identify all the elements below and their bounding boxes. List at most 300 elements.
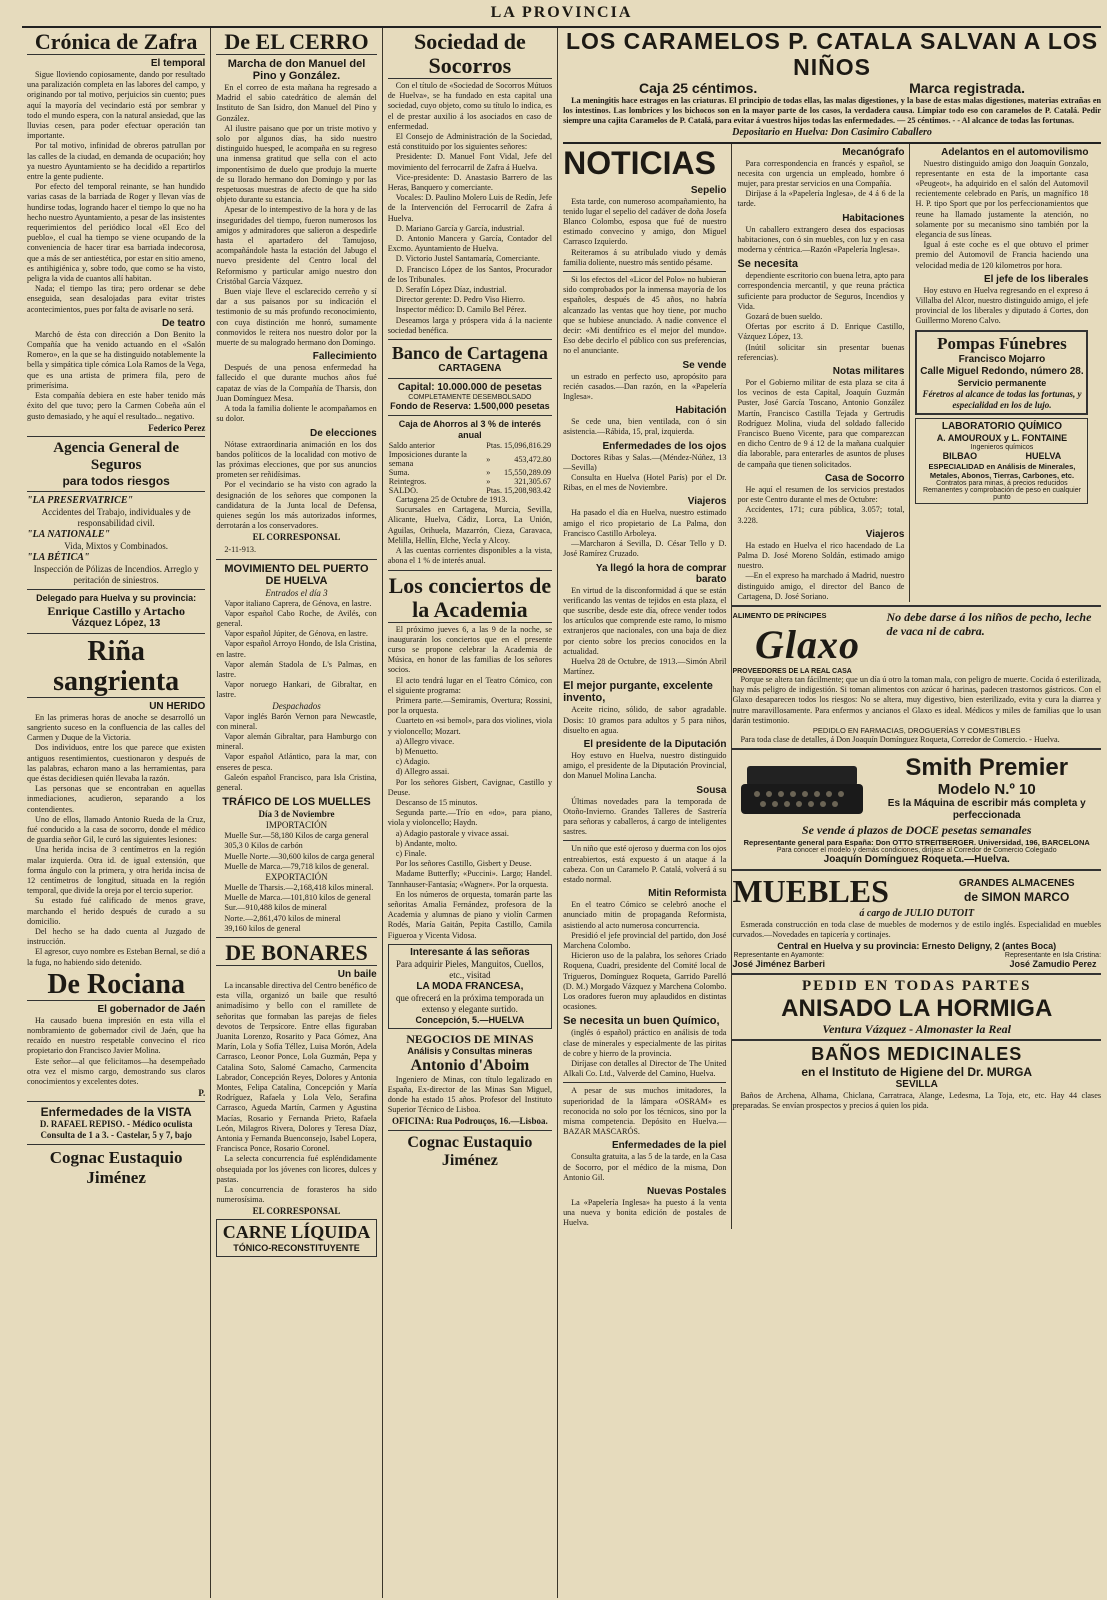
ad-headline: No debe darse á los niños de pecho, leche de vaca ni de cabra. (886, 609, 1092, 638)
list-item: Vapor inglés Barón Vernon para Newcastle, con mineral. (216, 711, 377, 731)
paragraph: Cuarteto en «si bemol», para dos violines, viola y violoncello; Mozart. (387, 716, 553, 736)
paragraph: Por el vecindario se ha visto con agrado la designación de los señores que componen la candidatura de la Junta local de Defensa, quienes según los más autorizados informes, derrotarán a los conservadores. (216, 480, 377, 531)
section-title: MOVIMIENTO DEL PUERTO DE HUELVA (224, 562, 369, 587)
paragraph: Doctores Ribas y Salas.—(Méndez-Núñez, 13—Sevilla) (563, 452, 727, 472)
paragraph: Presidió el jefe provincial del partido, don José Marchena Colombo. (563, 930, 727, 950)
ad-subtitle: para todos riesgos (62, 473, 170, 488)
table-cell: 321,305.67 (514, 477, 552, 487)
mining-ad (388, 1032, 552, 1127)
balance-table (388, 441, 552, 495)
ad-title: Banco de Cartagena (391, 343, 548, 364)
paragraph: Primera parte.—Semiramis, Overtura; Rossini, por la orquesta. (387, 695, 553, 716)
subheading: El temporal (150, 58, 206, 69)
list-item: a) Adagio pastorale y vivace assai. (395, 828, 509, 838)
ad-subtitle: Análisis y Consultas mineras (407, 1045, 533, 1056)
subheading: Habitaciones (842, 212, 905, 224)
paragraph: Por tal motivo, infinidad de obreros patrullan por las calles de la ciudad, en demanda de ocupación; hoy ya nuestro Ayuntamiento se ha decidido a repartirlos entre la gente pudiente. (27, 141, 206, 182)
list-item: Vapor alemán Stadola de L's Palmas, en lastre. (216, 659, 377, 679)
subheading: De teatro (161, 317, 206, 329)
ad-address: OFICINA: Rua Podrouços, 16.—Lisboa. (391, 1115, 548, 1126)
subheading: Mecanógrafo (842, 146, 905, 158)
table-cell: » (486, 468, 491, 478)
traffic-list (216, 883, 376, 934)
subheading: Nuevas Postales (646, 1186, 727, 1198)
ad-city: SEVILLA (895, 1078, 938, 1090)
list-item: Norte.—2,861,470 kilos de mineral (224, 913, 341, 923)
list-item: c) Adagio. (395, 757, 430, 767)
program-list (388, 829, 552, 860)
ad-reserve: Fondo de Reserva: 1.500,000 pesetas (390, 401, 550, 412)
column-3 (383, 28, 558, 1598)
subheading: Sepelio (690, 184, 727, 196)
ad-text: La meningitis hace estragos en las criaturas. El principio de todas ellas, las malas digestiones, y la base de estas malas digestiones, materias extrañas en los intestinos. Las lombrices y los bichocos son en la mayor parte de los casos, la verdadera causa. Limpiar todo eso con caramelos de P. Catalá. Pedir siempre una cajita Caramelos de P. Catalá, para evitar á vuestros hijos todas las enfermedades. — 25 céntimos. - - Al alcance de todas las fortunas. (563, 96, 1101, 126)
section-subtitle: EXPORTACIÓN (265, 872, 328, 882)
ad-savings: Caja de Ahorros al 3 % de interés anual (398, 419, 541, 441)
subheading: Notas militares (832, 366, 905, 378)
subheading: Se necesita un buen Químico, (563, 1015, 720, 1028)
ad-desc: Accidentes del Trabajo, individuales y de responsabilidad civil. (41, 506, 191, 528)
paragraph: En virtud de la disconformidad á que se están verificando las ventas de tejidos en esta plaza, el que suscribe, desde este día, ofrece vender todos los artículos que comprende este ramo, lo mismo extranjeros que nacionales, con una baja de diez por ciento sobre los precios conocidos en la actualidad. (563, 585, 727, 656)
ad-title: LABORATORIO QUÍMICO (941, 420, 1063, 432)
subheading: Enfermedades de la piel (611, 1140, 727, 1152)
paragraph: —En el expreso ha marchado á Madrid, nuestro distinguido amigo, el director del Banco de Cartagena, D. José Soriano. (737, 571, 905, 601)
subheading: Mitin Reformista (648, 888, 727, 900)
glaxo-ad (732, 610, 1101, 745)
list-item: Sur.—910,488 kilos de mineral (224, 903, 327, 913)
paragraph: La selecta concurrencia fué espléndidamente obsequiada por los jóvenes con licores, dulces y pastas. (216, 1154, 377, 1184)
ad-tagline: ALIMENTO DE PRÍNCIPES (732, 610, 827, 620)
paragraph: Uno de ellos, llamado Antonio Rueda de la Cruz, fué conducido a la casa de socorro, donde el médico de guardia señor Gil, le curó las siguientes lesiones: (27, 814, 206, 845)
ad-subtitle: TÓNICO-RECONSTITUYENTE (233, 1243, 360, 1254)
list-item: Vapor italiano Caprera, de Génova, en lastre. (224, 598, 372, 608)
ad-title: NEGOCIOS DE MINAS (406, 1031, 534, 1046)
paragraph: Apesar de lo intempestivo de la hora y de las inseguridades del tiempo, fueron numerosos los amigos y admiradores que salieron a despedirle hasta el apartadero del Tamujoso, acompañándole hasta la estación del Jabugo el nuevo presidente del Centro local del Reformismo y particular amigo nuestro don Cristóbal García Vázquez. (216, 205, 377, 286)
article-title: De EL CERRO (216, 30, 376, 55)
subheading: Un baile (337, 969, 377, 981)
list-item: Vapor español Atlántico, para la mar, con enseres de pesca. (216, 752, 377, 772)
paragraph: Después de una penosa enfermedad ha fallecido el que durante muchos años fué capataz de vías de la Compañía de Tharsis, don Juan Domínguez Mesa. (216, 363, 377, 403)
paragraph: Consulta gratuita, a las 5 de la tarde, en la Casa de Socorro, por el médico de la misma, Don Antonio Gil. (563, 1152, 727, 1182)
paragraph: En los números de orquesta, tomarán parte las señoritas Amalia Fernández, profesora de la Academia y alumnas de piano y violín Carmen Rodés, María Gaitán, Pepita Castillo, Camila Figueroa y Vicenta Vidosa. (387, 889, 553, 940)
ad-subtitle: en el Instituto de Higiene del Dr. MURGA (801, 1064, 1033, 1079)
column-2 (211, 28, 382, 1598)
ad-address: Calle Miguel Redondo, número 28. (920, 365, 1084, 377)
paragraph: Segunda parte.—Trío en «do», para piano, viola y violoncello; Haydn. (387, 808, 553, 828)
paragraph: Últimas novedades para la temporada de Otoño-Invierno. Grandes Talleres de Sastrería para señoras y caballeros, á cargo de inteligentes sastres. (563, 796, 727, 837)
section-subtitle: Despachados (272, 700, 321, 711)
paragraph: Por efecto del temporal reinante, se han hundido varias casas de la barriada de Roger y llevan vías de hundirse todas, logrando hacer el tiempo lo que no ha hecho nuestro Ayuntamiento, a pesar de las insistentes requerimientos del periódico local «El Eco del pueblo», el cual ha tiempo se viene ocupando de la conveniencia de hacer tirar esa barriada indecorosa, que a más de ser antiestética, por estar en sitio ameno, es antihigiénica y, sobre todo, que como se ha visto, peligra la vida de cuantos allí habitan. (27, 182, 206, 284)
paragraph: Esta tarde, con numeroso acompañamiento, ha tenido lugar el sepelio del cadáver de doña Josefa Blanco Colombo, esposa que fué de nuestro estimado convecino y amigo, don Miguel Carrasco Izquierdo. (563, 196, 727, 247)
paragraph: He aquí el resumen de los servicios prestados por este Centro durante el mes de Octubre: (737, 484, 905, 505)
section-title: NOTICIAS (563, 144, 716, 181)
paragraph: Si los efectos del «Licor del Polo» no hubieran sido comprobados por la inmensa mayoría de los españoles, después de 45 años, no habría alcanzado las ventas que hoy tiene, por mucho que se hubiese anunciado. A nadie convence el decir: «Mi dentífrico es el mejor del mundo». Eso debe decirlo el público con sus preferencias, no el anunciante. (563, 275, 727, 356)
ad-note: Contratos para minas, á precios reducidos (936, 479, 1068, 487)
ad-text: que ofrecerá en la próxima temporada un extenso y elegante surtido. (395, 992, 544, 1014)
right-section (558, 28, 1101, 1598)
signature: Federico Perez (148, 422, 206, 433)
list-item: D. Mariano García y García, industrial. (395, 223, 525, 233)
glaxo-logo: Glaxo (754, 621, 860, 667)
ad-subtitle: Es la Máquina de escribir más completa y perfeccionada (887, 798, 1086, 822)
paragraph: El próximo jueves 6, a las 9 de la noche, se inaugurarán los conciertos que en el presente curso se propone celebrar la Academia de Música, en honor de las familias de los señores socios. (387, 624, 553, 675)
paragraph: Descanso de 15 minutos. (395, 797, 478, 807)
paragraph: Al ilustre paisano que por un triste motivo y solo por algunos días, ha sido nuestro distinguido huesped, le acompaña en su regreso una inmensa gratitud que sella con el acto imponentísimo de duelo que produjo la muerte de su llorado hermano don Domingo y por las respetuosas muestras de afecto de que ha sido objeto durante su estancia. (216, 123, 377, 205)
ad-text: Ingeniero de Minas, con título legalizado en España, Ex-director de las Minas San Miguel, donde ha estado 15 años. Profesor del Instituto Superior Técnico de Lisboa. (387, 1074, 553, 1115)
list-item: Vapor español Júpiter, de Génova, en lastre. (224, 629, 368, 639)
ad-price: Caja 25 céntimos. (639, 80, 758, 96)
list-item: D. Antonio Mancera y García, Contador del Excmo. Ayuntamiento de Huelva. (387, 234, 553, 254)
table-cell: Saldo anterior (388, 441, 435, 451)
list-item: Galeón español Francisco, para Isla Cristina, general. (216, 772, 377, 792)
paragraph: En las primeras horas de anoche se desarrolló un sangriento suceso en la confluencia de las calles del Carmen y Duque de la Victoria. (27, 712, 206, 743)
ad-rep-name: José Jiménez Barberi (732, 958, 825, 969)
ad-text: Baños de Archena, Alhama, Chiclana, Carratraca, Alange, Ledesma, La Toja, etc, etc. Hay 44 clases preparadas. Se envían prospectos y precios á quien los pida. (732, 1090, 1101, 1110)
subheading: Enfermedades de los ojos (602, 440, 727, 452)
article-title: Crónica de Zafra (27, 30, 205, 55)
paragraph: Ha causado buena impresión en esta villa el nombramiento de gobernador civil de Jaén, que ha recaído en nuestro respetable convecino el rico propietario don Francisco Javier Molina. (27, 1015, 206, 1056)
paragraph: Por el Gobierno militar de esta plaza se cita á los vecinos de esta Capital, Joaquín Guzmán Puster, José García Toscano, Antonio González Martín, Francisco Castilla Tejada y Gertrudis Rodríguez Molina, viuda del soldado fallecido Francisco Bueno Vicente, para que comparezcan en dicho Centro de 9 á 12 de la mañana cualquier día laborable, para enterarles de asuntos de pluses de campaña que tienen solicitados. (737, 378, 905, 469)
signature: EL CORRESPONSAL (252, 532, 341, 543)
port-list (216, 599, 376, 701)
ad-price: Se vende á plazos de DOCE pesetas semanales (801, 823, 1032, 838)
subheading: Viajeros (687, 496, 727, 508)
ad-subtitle: Ingenieros químicos (970, 443, 1034, 451)
member-list (388, 152, 552, 315)
list-item: Vapor español Arroyo Hondo, de Isla Cristina, en lastre. (216, 639, 377, 659)
ad-city: BILBAO (942, 450, 978, 461)
table-cell: 15,208,983.42 (504, 486, 552, 496)
subheading: Casa de Socorro (824, 472, 905, 484)
paragraph: —Marcharon á Sevilla, D. César Tello y D. José Ramírez Cruzado. (563, 539, 727, 559)
ad-title: Enfermedades de la VISTA (40, 1105, 192, 1120)
list-item: Vapor alemán Gibraltar, para Hamburgo con mineral. (216, 731, 377, 752)
paragraph: Marchó de ésta con dirección a Don Benito la Compañía que ha venido actuando en el «Salón Romero», en la que se ha distinguido notablemente la bella y simpática tiple cómica Lola Ramos de la Vega, que es una artista de primera fila, pero de primerísima. (27, 329, 206, 390)
ad-company: "LA NATIONALE" (27, 528, 111, 540)
list-item: b) Andante, molto. (395, 838, 458, 848)
paragraph: Hoy estuvo en Huelva, nuestro distinguido amigo, el presidente de la Diputación Provincial, don Manuel Molina Lancha. (563, 750, 727, 781)
ad-tagline: PEDID EN TODAS PARTES (802, 977, 1032, 994)
paragraph: A las cuentas corrientes disponibles a la vista, abona el 1 % de interés anual. (387, 546, 553, 566)
paragraph: Hicieron uso de la palabra, los señores Criado Roquena, Cuadri, presidente del Comité local de Trigueros, Domínguez Roqueta, Garrido Parelló (D. M.) Morgado Vázquez y Marchena Colombo. Los oradores fueron muy aplaudidos en distintas ocasiones. (563, 951, 727, 1012)
ad-note: COMPLETAMENTE DESEMBOLSADO (408, 394, 532, 402)
article-title: Los conciertos de la Academia (388, 572, 552, 622)
ad-service: Servicio permanente (957, 377, 1047, 388)
section-subtitle: Entrados el día 3 (265, 587, 328, 598)
ad-title: ANISADO LA HORMIGA (781, 994, 1053, 1022)
paragraph: Una herida incisa de 3 centímetros en la región malar izquierda. Otra id. de igual extensión, que forma ángulo con la primera, y otra herida incisa de 12 centímetros de longitud, situada en la región temporal, que divide la oreja por el tercio superior. (27, 845, 206, 896)
ad-name: LA MODA FRANCESA, (416, 980, 524, 992)
paragraph: En el teatro Cómico se celebró anoche el anunciado mitin de propaganda Reformista, asistiendo al acto numerosa concurrencia. (563, 900, 727, 930)
ad-desc: Inspección de Pólizas de Incendios. Arreglo y peritación de siniestros. (33, 563, 199, 585)
subheading: De elecciones (309, 427, 377, 439)
section-title: TRÁFICO DE LOS MUELLES (222, 796, 371, 809)
subheading: Fallecimiento (312, 351, 377, 363)
ad-name: D. RAFAEL REPISO. - Médico oculista (39, 1119, 193, 1130)
ad-trademark: Marca registrada. (909, 80, 1026, 96)
paragraph: dependiente escritorio con buena letra, apto para correspondencia mercantil, y que reuna práctica suficiente para productor de Seguros, Incendios y Vida. (737, 271, 905, 311)
ad-note: Remanentes y comprobación de peso en cualquier punto (922, 486, 1081, 501)
paragraph: Del hecho se ha dado cuenta al Juzgado de instrucción. (27, 926, 206, 947)
ad-title: Agencia General de Seguros (53, 439, 180, 473)
pompas-funebres-ad (915, 330, 1088, 415)
table-row (388, 441, 552, 450)
ad-purveyor: PROVEEDORES DE LA REAL CASA (732, 667, 852, 675)
typewriter-image (732, 753, 872, 823)
section-subtitle: IMPORTACIÓN (265, 820, 328, 831)
paragraph: El agresor, cuyo nombre es Esteban Bernal, se dió a la fuga, no habiendo sido detenido. (27, 947, 206, 967)
column-4 (563, 144, 732, 1229)
paragraph: A toda la familia doliente le acompañamos en su dolor. (216, 404, 377, 424)
ad-manager: á cargo de JULIO DUTOIT (859, 908, 975, 920)
paragraph: Diríjase á la «Papelería Inglesa», de 4 á 6 de la tarde. (737, 189, 905, 209)
paragraph: Nuestro distinguido amigo don Joaquín Gonzalo, representante en esta de la importante casa «Peugeot», ha adquirido en el salón del Automovil recientemente celebrado en París, un magnífico 18 H. P. tipo Sport que por los perfeccionamientos que reune ha llamado justamente la atención, no solamente por su mecanismo sino también por la elegancia de sus líneas. (915, 158, 1089, 240)
subheading: Se vende (682, 359, 727, 371)
muebles-ad (732, 874, 1101, 969)
ad-note: PEDIDLO EN FARMACIAS, DROGUERÍAS Y COMESTIBLES (812, 725, 1021, 735)
paragraph: Nótase extraordinaria animación en los dos bandos políticos de la localidad con motivo de las próximas elecciones, que por sus anuncios prometen ser reñidísimas. (216, 439, 377, 480)
ad-title: Smith Premier (905, 754, 1069, 782)
ad-name: Enrique Castillo y Artacho (47, 603, 185, 618)
list-item: D. Victorio Justel Santamaría, Comerciante. (395, 254, 540, 264)
date: 2-11-913. (224, 545, 257, 555)
ad-depositary: Depositario en Huelva: Don Casimiro Caballero (732, 126, 932, 138)
ad-producer: Ventura Vázquez - Almonaster la Real (822, 1021, 1012, 1036)
paragraph: Sucursales en Cartagena, Murcia, Sevilla, Alicante, Huelva, Cádiz, Lorca, La Unión, Aguilas, Orihuela, Mazarrón, Cieza, Caravaca, Melilla, Hellín, Elche, Yecla y Alcoy. (387, 505, 553, 545)
ad-subtitle: de SIMON MARCO (964, 890, 1070, 905)
program-list (388, 737, 552, 778)
table-cell: Reintegros. (388, 477, 427, 487)
insurance-ad (27, 440, 205, 630)
table-cell: » (486, 454, 491, 464)
subheading: Adelantos en el automovilismo (941, 146, 1089, 158)
ad-specialty: ESPECIALIDAD en Análisis de Minerales, Metales, Abonos, Tierras, Carbones, etc. (928, 461, 1076, 480)
article-title: De Rociana (27, 970, 205, 1001)
ad-company: "LA BÉTICA" (27, 551, 90, 563)
subheading: Viajeros (865, 528, 905, 540)
right-ads-area (732, 144, 1101, 1229)
list-item: b) Menuetto. (395, 746, 438, 756)
ad-rep-label: Representante en Ayamonte: (733, 951, 824, 959)
paragraph: Huelva 28 de Octubre, de 1913.—Simón Abril Martínez. (563, 656, 727, 677)
ad-address: Consulta de 1 a 3. - Castelar, 5 y 7, bajo (40, 1130, 192, 1141)
list-item: Vapor noruego Hankari, de Gibraltar, en lastre. (216, 680, 377, 700)
paragraph: Ofertas por escrito á D. Enrique Castillo, Vázquez López, 13. (737, 322, 905, 342)
table-row (388, 450, 552, 468)
table-cell: Suma. (388, 468, 410, 478)
table-cell: 15,096,816.29 (504, 441, 552, 451)
masthead (22, 0, 1101, 28)
list-item: Vocales: D. Paulino Molero Luis de Redín, Jefe de la Intervención del Ferrocarril de Zafra á Huelva. (387, 193, 553, 223)
ad-name: Antonio d'Aboim (410, 1056, 530, 1074)
traffic-list (216, 831, 376, 872)
list-item: D. Francisco López de los Santos, Procurador de los Tribunales. (387, 264, 553, 284)
paragraph: Buen viaje lleve el esclarecido cerreño y sí dar a sus paisanos por su indicación el testimonio de su más profundo reconocimiento, con cuya distinción me honró, sumamente conmovidos le reitera nos nuestro dolor por la muerte de su malogrado hermano don Domingo. (216, 287, 377, 348)
newspaper-title: LA PROVINCIA (490, 4, 633, 21)
article-title: Sociedad de Socorros (388, 30, 552, 79)
subheading: Se necesita (737, 258, 798, 271)
paragraph: Un caballero extrangero desea dos espaciosas habitaciones, con ó sin muebles, con luz y en casa moderna y céntrica.—Razón «Papelería Inglesa». (737, 224, 905, 255)
ad-central: Central en Huelva y su provincia: Ernesto Deligny, 2 (antes Boca) (777, 940, 1057, 951)
ad-delegate: Delegado para Huelva y su provincia: (36, 592, 197, 603)
paragraph: Ha estado en Huelva el rico hacendado de La Palma D. José Moreno Soldán, estimado amigo nuestro. (737, 540, 905, 571)
subheading: Ya llegó la hora de comprar barato (595, 562, 727, 585)
paragraph: Igual á este coche es el que obtuvo el primer premio del Automovil de Francia haciendo una velocidad media de 120 kilometros por hora. (915, 240, 1089, 270)
article-title: DE BONARES (216, 941, 376, 966)
paragraph: (inglés ó español) práctico en análisis de toda clase de minerales y especialmente de las piritas de cobre y hierro de la provincia. (563, 1028, 727, 1058)
table-row (388, 486, 552, 495)
paragraph: Consulta en Huelva (Hotel París) por el Dr. Ribas, en el mes de Noviembre. (563, 473, 727, 493)
ad-desc: Vida, Mixtos y Combinados. (64, 540, 169, 551)
list-item: 39,160 kilos de general (224, 923, 301, 933)
paragraph: Para correspondencia en francés y español, se necesita con urgencia un empleado, hombre ó mujer, para prestar servicios en una Compañía. (737, 158, 905, 189)
paragraph: Esta compañía debiera en este haber tenido más éxito del que tuvo; pero la Carmen Cobeña aún el gusto demasiado, y he aquí el resultado... negativo. (27, 391, 206, 421)
ad-name: Joaquín Domínguez Roqueta.—Huelva. (823, 854, 1010, 866)
ad-model: Modelo N.º 10 (937, 781, 1036, 799)
paragraph: Por los señores Castillo, Gisbert y Deuse. (395, 859, 532, 869)
list-item: Presidente: D. Manuel Font Vidal, Jefe del movimiento del ferrocarril de Zafra á Huelva. (387, 152, 553, 172)
ad-title: BAÑOS MEDICINALES (811, 1043, 1023, 1064)
oculist-ad (27, 1105, 205, 1141)
table-row (388, 477, 552, 486)
list-item: Muelle de Marca.—79,718 kilos de general. (224, 861, 369, 871)
paragraph: Cartagena 25 de Octubre de 1913. (395, 495, 508, 505)
paragraph: El Consejo de Administración de la Sociedad, está constituido por los siguientes señores: (387, 132, 553, 152)
ad-rep-name: José Zamudio Perez (1009, 958, 1097, 969)
subheading: UN HERIDO (149, 700, 206, 712)
ad-text: Para toda clase de detalles, á Don Joaquín Domínguez Roqueta, Corredor de Comercio. - Huelva. (740, 734, 1060, 744)
subheading: Sousa (696, 784, 727, 796)
list-item: Inspector médico: D. Camilo Bel Pérez. (395, 305, 527, 315)
list-item: a) Allegro vivace. (395, 736, 455, 746)
ad-city: HUELVA (1025, 450, 1062, 461)
ad-capital: Capital: 10.000.000 de pesetas (397, 382, 542, 394)
paragraph: Nada; el tiempo las tira; pero ordenar se debe enseguida, sean desalojadas para evitar tristes acontecimientos, pues por falta de avisarle no será. (27, 284, 206, 314)
ad-rep-label: Representante en Isla Cristina: (1004, 951, 1101, 959)
list-item: Vice-presidente: D. Anastasio Barrero de las Heras, Banquero y comerciante. (387, 172, 553, 193)
banos-ad (732, 1044, 1101, 1111)
subheading: El presidente de la Diputación (583, 738, 727, 750)
table-row (388, 468, 552, 477)
list-item: Vapor español Cabo Roche, de Avilés, con general. (216, 608, 377, 628)
paragraph: un estrado en perfecto uso, apropósito para recién casados.—Dan razón, en la «Papelería Inglesa». (563, 371, 727, 402)
ad-note: Para conocer el modelo y demás condiciones, diríjase al Corredor de Comercio Colegiado (776, 847, 1057, 855)
caramelos-ad (563, 28, 1101, 144)
ad-company: "LA PRESERVATRICE" (27, 494, 134, 506)
table-cell: Ptas. (486, 486, 502, 496)
ad-address: Concepción, 5.—HUELVA (415, 1014, 525, 1025)
section-subtitle: Día 3 de Noviembre (258, 809, 335, 820)
paragraph: La «Papelería Inglesa» ha puesto á la venta una nueva y bonita edición de postales de Huelva. (563, 1198, 727, 1228)
paragraph: Su estado fué calificado de menos grave, marchando el herido después de curado a su domicilio. (27, 896, 206, 926)
subheading: Marcha de don Manuel del Pino y González. (227, 58, 366, 82)
table-cell: Imposiciones durante la semana (388, 450, 467, 469)
carne-liquida-ad (216, 1219, 376, 1257)
list-item: D. Serafín López Díaz, industrial. (395, 285, 507, 295)
ad-rep: Representante general para España: Don OTTO STREITBERGER. Universidad, 196, BARCELONA (743, 838, 1090, 848)
article-title: Riña sangrienta (27, 637, 205, 698)
cognac-ad: Cognac Eustaquio Jiménez (49, 1148, 183, 1188)
paragraph: En el correo de esta mañana ha regresado a Madrid el sabio catedrático de alemán del Instituto de San Isidro, don Manuel del Pino y González. (216, 83, 377, 123)
paragraph: Hoy estuvo en Huelva regresando en el expreso á Villalba del Alcor, nuestro distinguido amigo, el jefe provincial de los liberales y diputado á Cortes, don Guillermo Moreno Calvo. (915, 285, 1089, 326)
list-item: Director gerente: D. Pedro Viso Hierro. (395, 295, 525, 305)
paragraph: Un niño que esté ojeroso y duerma con los ojos entreabiertos, está expuesto á un ataque á la cabeza. Con un Caramelo P. Catalá, volverá á su estado normal. (563, 844, 727, 884)
ad-title: Pompas Fúnebres (937, 333, 1067, 353)
paragraph: Se cede una, bien ventilada, con ó sin asistencia.—Rábida, 15, pral, izquierda. (563, 417, 727, 437)
paragraph: Aceite ricino, sólido, de sabor agradable. Dosis: 10 gramos para adultos y 5 para niños, disuelto en agua. (563, 705, 727, 735)
column-6 (910, 144, 1093, 602)
list-item: 305,3 0 Kilos de carbón (224, 841, 303, 851)
ad-text: Para adquirir Pieles, Manguitos, Cuellos, etc., visitad (396, 958, 544, 980)
ad-name: A. AMOUROUX y L. FONTAINE (936, 432, 1068, 443)
paragraph: Este señor—al que felicitamos—ha desempeñado otra vez el mismo cargo, demostrando sus claros conocimientos y excelentes dotes. (27, 1056, 206, 1086)
ad-subtitle: GRANDES ALMACENES (958, 878, 1075, 890)
paragraph: Accidentes, 171; cura pública, 3.057; total, 3.228. (737, 505, 905, 525)
subheading: El gobernador de Jaén (97, 1003, 206, 1015)
list-item: Muelle de Tharsis.—2,168,418 kilos mineral. (224, 883, 374, 892)
ad-title: MUEBLES (732, 873, 889, 910)
signature: EL CORRESPONSAL (252, 1206, 341, 1217)
paragraph: Madame Butterfly; «Puccini». Largo; Handel. Tannhauser-Fantasía; «Wagner». Por la orquesta. (387, 869, 553, 889)
list-item: Muelle de Marca.—101,810 kilos de general (224, 893, 371, 903)
subheading: El jefe de los liberales (983, 273, 1089, 285)
list-item: Muelle Norte.—30,600 kilos de carga general (224, 851, 375, 861)
paragraph: Ha pasado el día en Huelva, nuestro estimado amigo el rico propietario de La Palma, don Francisco Castillo Arboleya. (563, 508, 727, 538)
paragraph: (Inútil solicitar sin presentar buenas referencias). (737, 342, 905, 362)
list-item: c) Finale. (395, 848, 427, 858)
ad-address: Vázquez López, 13 (71, 617, 161, 629)
table-cell: SALDO. (388, 486, 419, 496)
paragraph: Diríjase con detalles al Director de The United Alkali Co. Ltd., Valverde del Camino, Huelva. (563, 1059, 727, 1079)
subheading: Habitación (675, 405, 727, 417)
paragraph: Reiteramos á su atribulado viudo y demás familia doliente, nuestro más sentido pésame. (563, 247, 727, 267)
ad-title: Interesante á las señoras (410, 946, 530, 958)
paragraph: La concurrencia de forasteros ha sido numerosísima. (216, 1185, 377, 1205)
signature: P. (198, 1088, 206, 1099)
hormiga-ad (732, 978, 1101, 1036)
subheading: El mejor purgante, excelente invento, (563, 680, 713, 705)
ad-city: CARTAGENA (438, 363, 502, 375)
paragraph: Sigue lloviendo copiosamente, dando por resultado una paralización completa en las labores del campo, y originando por tal motivo, perjuicios sin cuento; pues aquí la mayoría del vecindario está por sembrar y todo el mundo espera, con la natural ansiedad, que las lluvias cesen, para poder efectuar operación tan importante. (27, 70, 206, 141)
paragraph: Dos individuos, entre los que parece que existen antiguos resentimientos, cuestionaron y después de las palabras, echaron mano a las herramientas, para que éstas decidiesen quién llevaba la razón. (27, 743, 206, 783)
ad-title: LOS CARAMELOS P. CATALA SALVAN A LOS NIÑOS (565, 28, 1099, 80)
table-cell: 453,472.80 (514, 454, 552, 464)
port-list (216, 712, 376, 794)
paragraph: Las personas que se encontraban en aquellas inmediaciones, acudieron, separando a los contendientes. (27, 784, 206, 814)
column-5 (732, 144, 910, 602)
smith-premier-ad (732, 753, 1101, 866)
moda-francesa-ad (388, 944, 552, 1029)
bank-ad (388, 343, 552, 566)
ad-text: Féretros al alcance de todas las fortunas, y especialidad en los de lujo. (922, 388, 1082, 410)
table-cell: Ptas. (486, 441, 502, 451)
paragraph: A pesar de sus muchos imitadores, la superioridad de la lámpara «OSRAM» es reconocida no solo por los técnicos, sino por la misma competencia. Depósito en Huelva.—BAZAR MASCARÓS. (563, 1086, 727, 1137)
ad-name: Francisco Mojarro (958, 353, 1046, 365)
ad-text: Esmerada construcción en toda clase de muebles de modernos y de estilo inglés. Especialidad en muebles curvados.—Novedades en tapicería y cortinajes. (732, 920, 1101, 940)
paragraph: Por los señores Gisbert, Cavignac, Castillo y Deuse. (387, 777, 553, 797)
ad-text: Porque se altera tan fácilmente; que un día ú otro la toman mala, con peligro de muerte. Cocida ó esterilizada, hay más peligro de indigestión. Si toman alimentos con azúcar ó harinas, padecen trastornos gástricos. Con el Glaxo desaparecen todos los riesgos: No se altera, muy digestivo, bien esterilizado, evita y cura la diarrea y nutre maravillosamente. Para enfermos y ancianos el Glaxo es ideal. Médicos y miles de familias que lo usan darán testimonio. (732, 674, 1101, 725)
paragraph: Deseamos larga y próspera vida á la naciente sociedad benéfica. (387, 315, 553, 335)
ad-title: CARNE LÍQUIDA (222, 1222, 371, 1243)
table-cell: » (486, 477, 491, 487)
table-cell: 15,550,289.09 (504, 468, 552, 478)
cognac-ad: Cognac Eustaquio Jiménez (407, 1133, 533, 1169)
list-item: d) Allegro assai. (395, 767, 450, 777)
paragraph: El acto tendrá lugar en el Teatro Cómico, con el siguiente programa: (387, 675, 553, 695)
typewriter-icon (737, 756, 867, 820)
laboratory-ad (915, 418, 1088, 504)
column-1 (22, 28, 211, 1598)
list-item: Muelle Sur.—58,180 Kilos de carga general (224, 831, 369, 841)
